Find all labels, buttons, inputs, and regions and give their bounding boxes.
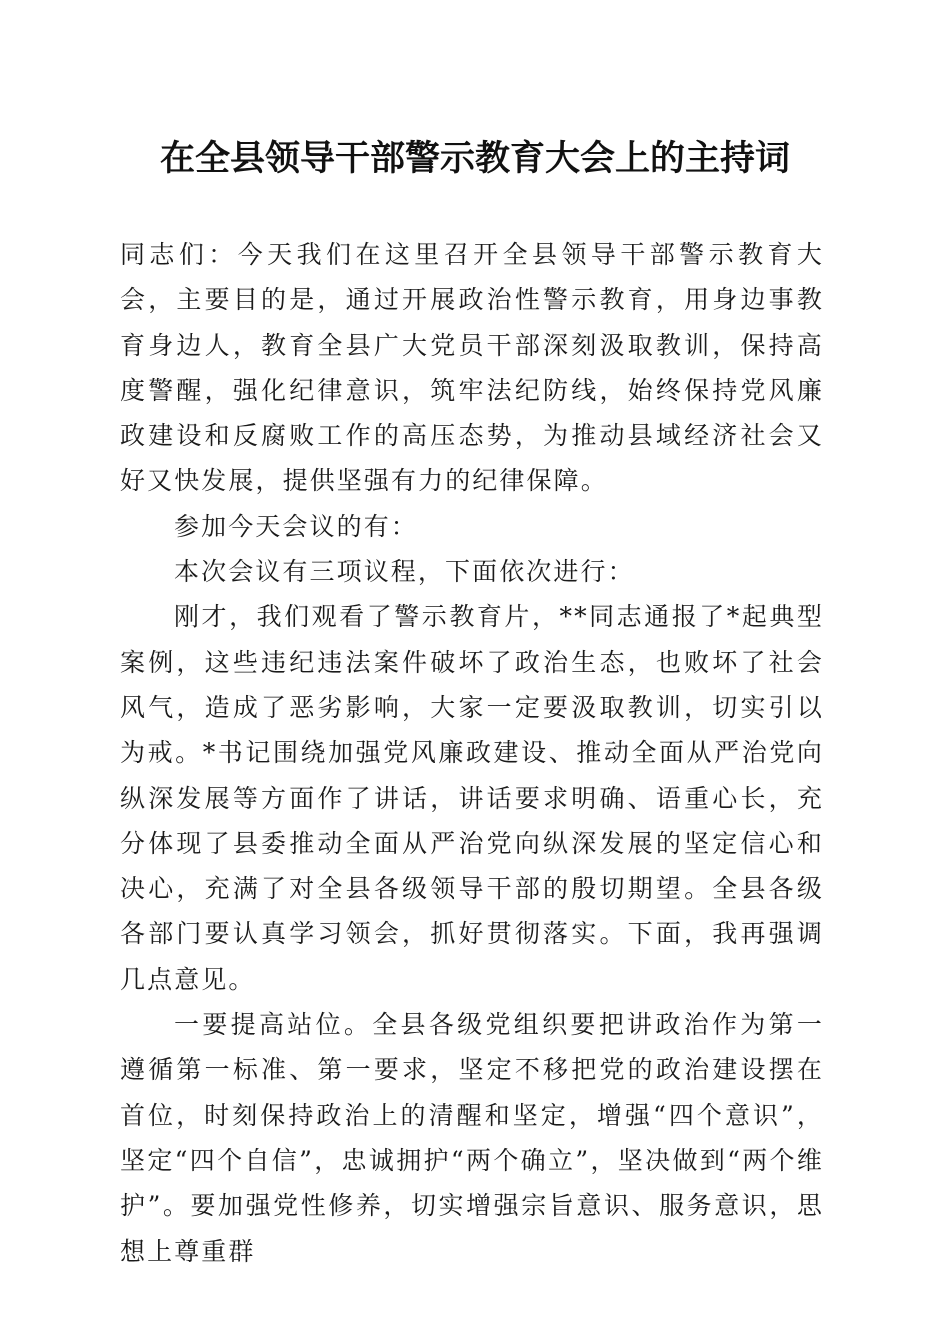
paragraph-point-one: 一要提高站位。全县各级党组织要把讲政治作为第一遵循第一标准、第一要求，坚定不移把党的政治建设摆在首位，时刻保持政治上的清醒和坚定，增强“四个意识”，坚定“四个自信”，忠诚拥护“两个确立”，坚决做到“两个维护”。要加强党性修养，切实增强宗旨意识、服务意识，思想上尊重群 — [120, 1010, 824, 1266]
paragraph-attendees: 参加今天会议的有： — [174, 511, 418, 541]
document-title: 在全县领导干部警示教育大会上的主持词 — [159, 138, 790, 179]
document-body — [120, 232, 824, 1274]
paragraph-agenda: 本次会议有三项议程，下面依次进行： — [174, 557, 635, 587]
paragraph-opening: 同志们：今天我们在这里召开全县领导干部警示教育大会，主要目的是，通过开展政治性警示教育，用身边事教育身边人，教育全县广大党员干部深刻汲取教训，保持高度警醒，强化纪律意识，筑牢法纪防线，始终保持党风廉政建设和反腐败工作的高压态势，为推动县域经济社会又好又快发展，提供坚强有力的纪律保障。 — [120, 240, 824, 496]
paragraph-summary: 刚才，我们观看了警示教育片，**同志通报了*起典型案例，这些违纪违法案件破坏了政治生态，也败坏了社会风气，造成了恶劣影响，大家一定要汲取教训，切实引以为戒。*书记围绕加强党风廉政建设、推动全面从严治党向纵深发展等方面作了讲话，讲话要求明确、语重心长，充分体现了县委推动全面从严治党向纵深发展的坚定信心和决心，充满了对全县各级领导干部的殷切期望。全县各级各部门要认真学习领会，抓好贯彻落实。下面，我再强调几点意见。 — [120, 602, 824, 994]
